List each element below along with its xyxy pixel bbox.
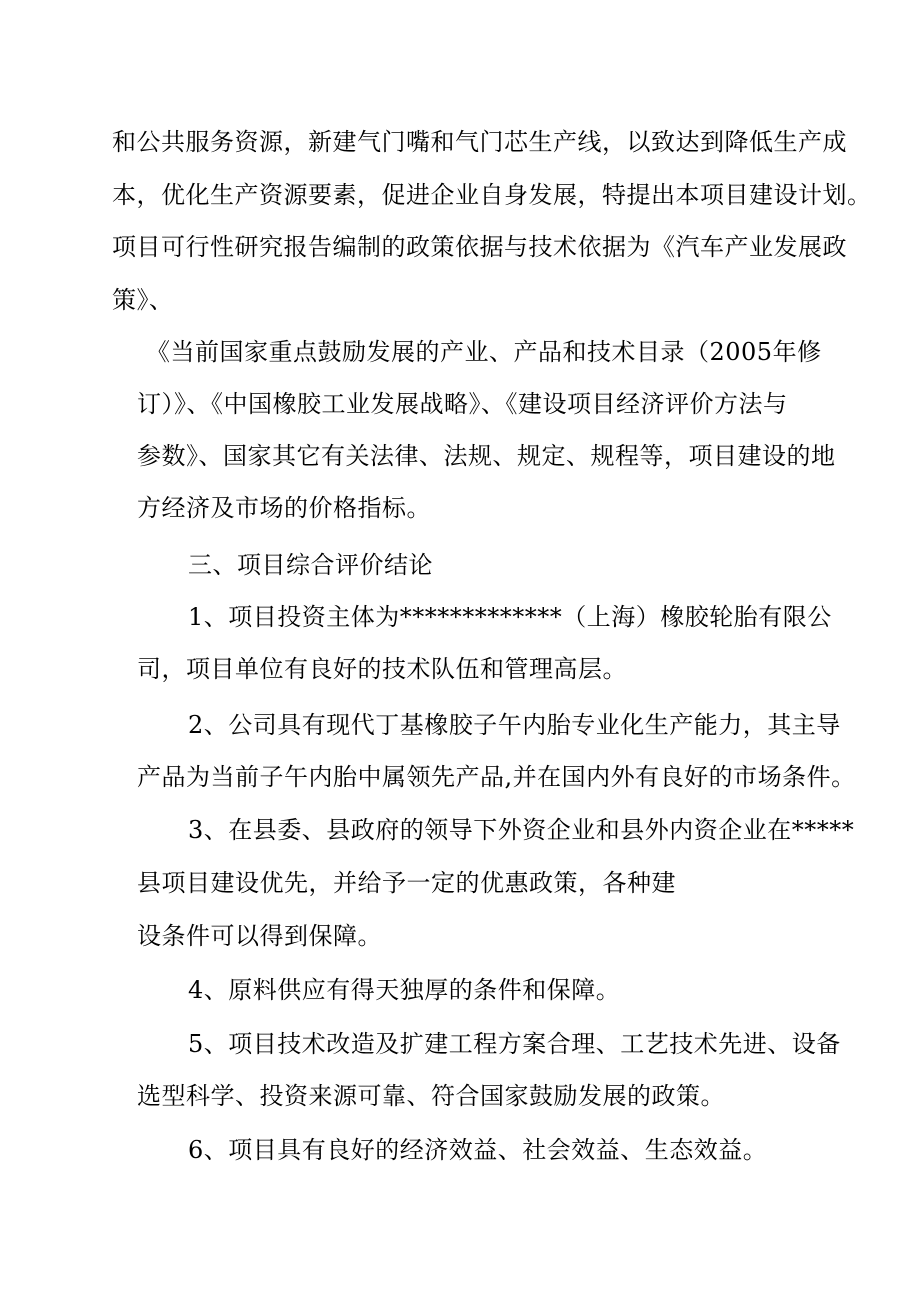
paragraph-line: 参数》、国家其它有关法律、法规、规定、规程等，项目建设的地 bbox=[137, 442, 836, 470]
paragraph-line: 项目可行性研究报告编制的政策依据与技术依据为《汽车产业发展政 bbox=[112, 233, 847, 261]
paragraph-line: 订）》、《中国橡胶工业发展战略》、《建设项目经济评价方法与 bbox=[137, 390, 788, 418]
list-item-4: 4、原料供应有得天独厚的条件和保障。 bbox=[188, 976, 621, 1004]
list-item-6: 6、项目具有良好的经济效益、社会效益、生态效益。 bbox=[188, 1136, 768, 1164]
list-item-1: 1、项目投资主体为*************（上海）橡胶轮胎有限公 bbox=[188, 603, 832, 631]
paragraph-line: 方经济及市场的价格指标。 bbox=[137, 494, 431, 522]
paragraph-line: 《当前国家重点鼓励发展的产业、产品和技术目录（2005年修 bbox=[146, 338, 822, 366]
list-item-3-continuation: 县项目建设优先，并给予一定的优惠政策，各种建 bbox=[137, 869, 676, 897]
paragraph-line: 和公共服务资源，新建气门嘴和气门芯生产线，以致达到降低生产成 bbox=[112, 128, 847, 156]
paragraph-line: 策》、 bbox=[112, 286, 174, 314]
list-item-5-continuation: 选型科学、投资来源可靠、符合国家鼓励发展的政策。 bbox=[137, 1082, 725, 1110]
section-heading: 三、项目综合评价结论 bbox=[188, 551, 433, 579]
list-item-2-continuation: 产品为当前子午内胎中属领先产品,并在国内外有良好的市场条件。 bbox=[137, 763, 856, 791]
list-item-3: 3、在县委、县政府的领导下外资企业和县外内资企业在***** bbox=[188, 816, 855, 844]
paragraph-line: 本，优化生产资源要素，促进企业自身发展，特提出本项目建设计划。 bbox=[112, 181, 872, 209]
list-item-1-continuation: 司，项目单位有良好的技术队伍和管理高层。 bbox=[137, 655, 627, 683]
list-item-5: 5、项目技术改造及扩建工程方案合理、工艺技术先进、设备 bbox=[188, 1030, 841, 1058]
list-item-2: 2、公司具有现代丁基橡胶子午内胎专业化生产能力，其主导 bbox=[188, 711, 841, 739]
list-item-3-continuation: 设条件可以得到保障。 bbox=[137, 922, 382, 950]
